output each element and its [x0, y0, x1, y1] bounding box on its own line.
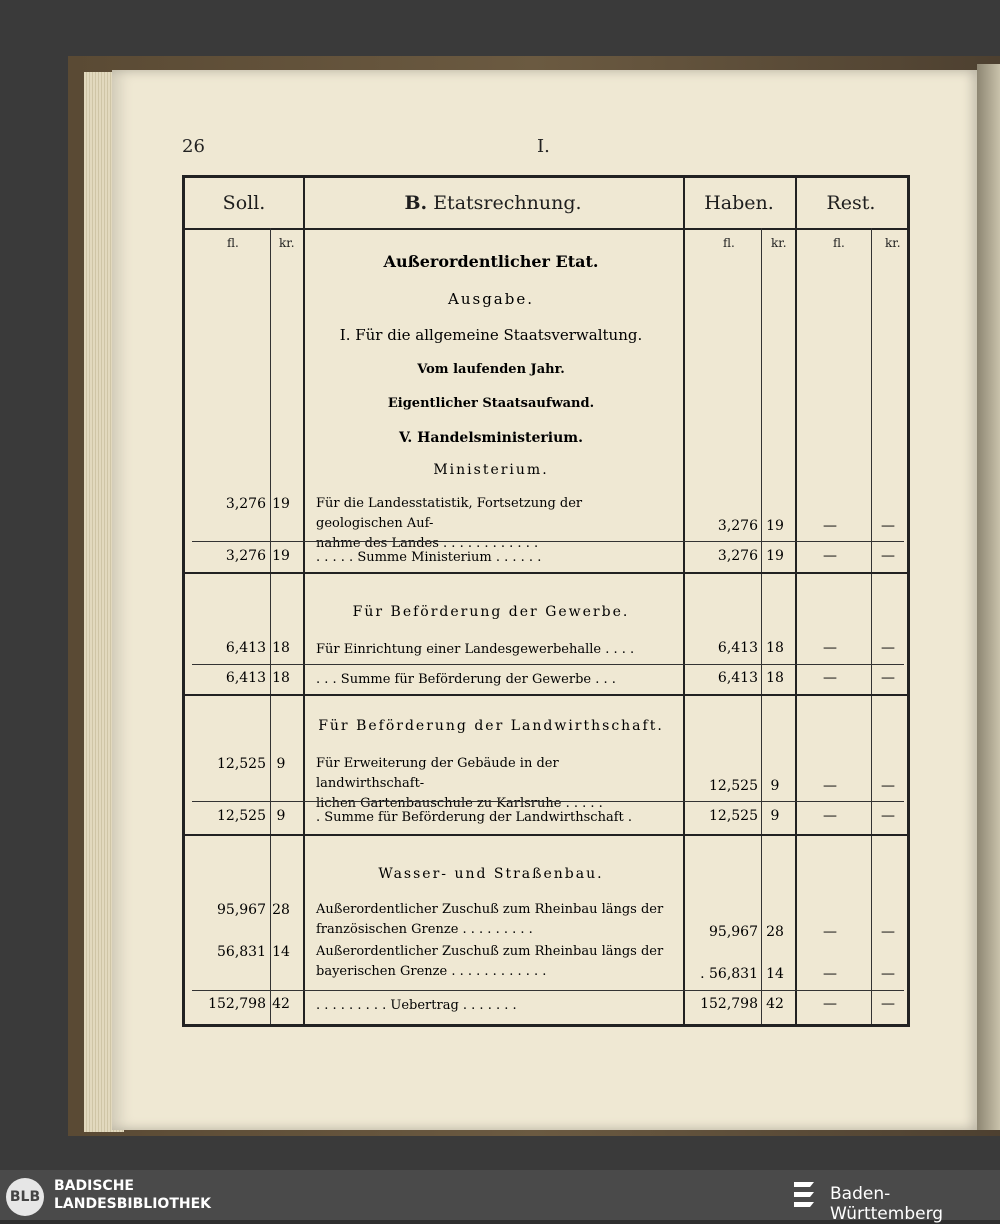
entry-text: . . . Summe für Beförderung der Gewerbe . . . — [316, 672, 616, 687]
rest-fl: — — [823, 670, 837, 686]
entry-line: Außerordentlicher Zuschuß zum Rheinbau längs der — [316, 944, 664, 959]
rest-fl: — — [823, 924, 837, 940]
haben-kr: 9 — [770, 808, 780, 824]
page-heading: I. — [537, 136, 550, 157]
rest-kr: — — [881, 778, 895, 794]
unit-kr: kr. — [771, 236, 787, 250]
entry-line: nahme des Landes . . . . . . . . . . . . — [316, 536, 539, 551]
rest-fl: — — [823, 778, 837, 794]
soll-kr: 18 — [272, 640, 290, 656]
haben-kr: 19 — [766, 518, 784, 534]
row-rule — [192, 541, 904, 542]
header-title — [303, 178, 683, 228]
haben-kr: 9 — [770, 778, 780, 794]
section-title-landwirthschaft: Für Beförderung der Landwirthschaft. — [318, 718, 664, 734]
haben-fl: 95,967 — [709, 924, 758, 940]
soll-fl: 56,831 — [217, 944, 266, 960]
soll-fl: 12,525 — [217, 808, 266, 824]
heading-ministerium: Ministerium. — [433, 462, 549, 478]
soll-kr: 18 — [272, 670, 290, 686]
soll-kr: 19 — [272, 548, 290, 564]
blb-name-line2: LANDESBIBLIOTHEK — [54, 1196, 212, 1212]
soll-fl: 6,413 — [225, 640, 266, 656]
soll-kr: 9 — [276, 808, 286, 824]
col-divider-kr — [761, 228, 762, 1024]
entry-line: bayerischen Grenze . . . . . . . . . . . . — [316, 964, 547, 979]
next-page-edge — [977, 64, 1000, 1130]
soll-kr: 9 — [276, 756, 286, 772]
entry-text: . . . . . . . . . Uebertrag . . . . . . . — [316, 998, 517, 1013]
entry-line: Für die Landesstatistik, Fortsetzung der geologischen Auf- — [316, 496, 583, 531]
haben-kr: 28 — [766, 924, 784, 940]
entry-text — [316, 754, 666, 814]
soll-fl: 6,413 — [225, 670, 266, 686]
soll-fl: 152,798 — [208, 996, 266, 1012]
haben-fl: 12,525 — [709, 778, 758, 794]
blb-name-line1: BADISCHE — [54, 1178, 134, 1194]
entry-text: Für Einrichtung einer Landesgewerbehalle . . . . — [316, 642, 635, 657]
haben-kr: 14 — [766, 966, 784, 982]
entry-text: . . . . . Summe Ministerium . . . . . . — [316, 550, 542, 565]
haben-fl: 6,413 — [717, 640, 758, 656]
page-number: 26 — [182, 136, 205, 157]
header-title-text: Etatsrechnung. — [433, 192, 582, 214]
heading-staatsaufwand: Eigentlicher Staatsaufwand. — [387, 396, 595, 411]
soll-kr: 19 — [272, 496, 290, 512]
heading-laufendes-jahr: Vom laufenden Jahr. — [417, 362, 565, 377]
row-rule — [192, 664, 904, 665]
haben-fl: 152,798 — [700, 996, 758, 1012]
rest-kr: — — [881, 808, 895, 824]
entry-line: lichen Gartenbauschule zu Karlsruhe . . . . . — [316, 796, 603, 811]
blb-logo[interactable]: BLB — [6, 1178, 44, 1216]
row-rule — [192, 801, 904, 802]
soll-fl: 95,967 — [217, 902, 266, 918]
entry-line: Außerordentlicher Zuschuß zum Rheinbau längs der — [316, 902, 664, 917]
section-title-gewerbe: Für Beförderung der Gewerbe. — [352, 604, 630, 620]
section-rule — [185, 694, 907, 696]
soll-fl: 3,276 — [225, 496, 266, 512]
rest-kr: — — [881, 670, 895, 686]
rest-fl: — — [823, 808, 837, 824]
rest-kr: — — [881, 996, 895, 1012]
haben-fl: 3,276 — [717, 548, 758, 564]
soll-kr: 14 — [272, 944, 290, 960]
rest-kr: — — [881, 640, 895, 656]
heading-ausgabe: Ausgabe. — [448, 290, 534, 308]
header-haben: Haben. — [704, 192, 774, 214]
unit-fl: fl. — [833, 236, 845, 250]
haben-fl: 6,413 — [717, 670, 758, 686]
heading-handelsministerium: V. Handelsministerium. — [399, 430, 583, 446]
rest-kr: — — [881, 924, 895, 940]
haben-fl: 12,525 — [709, 808, 758, 824]
entry-text — [316, 942, 666, 982]
blb-name[interactable] — [54, 1177, 211, 1213]
unit-kr: kr. — [885, 236, 901, 250]
footer-bar — [0, 1170, 1000, 1224]
lions-icon — [790, 1178, 820, 1212]
haben-fl: 3,276 — [717, 518, 758, 534]
entry-text — [316, 494, 666, 554]
entry-text — [316, 900, 666, 940]
entry-text: . Summe für Beförderung der Landwirthschaft . — [316, 810, 632, 825]
header-soll: Soll. — [222, 192, 266, 214]
row-rule — [192, 990, 904, 991]
haben-kr: 42 — [766, 996, 784, 1012]
rest-fl: — — [823, 548, 837, 564]
entry-line: Für Erweiterung der Gebäude in der landwirthschaft- — [316, 756, 559, 791]
section-rule — [185, 572, 907, 574]
heading-etat: Außerordentlicher Etat. — [383, 252, 599, 271]
rest-fl: — — [823, 640, 837, 656]
soll-kr: 28 — [272, 902, 290, 918]
bw-brand[interactable]: Baden-Württemberg — [830, 1184, 944, 1224]
unit-kr: kr. — [279, 236, 295, 250]
rest-fl: — — [823, 966, 837, 982]
soll-fl: 3,276 — [225, 548, 266, 564]
rest-kr: — — [881, 966, 895, 982]
haben-kr: 19 — [766, 548, 784, 564]
haben-kr: 18 — [766, 670, 784, 686]
section-rule — [185, 834, 907, 836]
rest-fl: — — [823, 518, 837, 534]
soll-kr: 42 — [272, 996, 290, 1012]
soll-fl: 12,525 — [217, 756, 266, 772]
unit-fl: fl. — [227, 236, 239, 250]
section-title-wasserbau: Wasser- und Straßenbau. — [378, 866, 604, 882]
unit-fl: fl. — [723, 236, 735, 250]
col-divider — [795, 178, 797, 1024]
rest-kr: — — [881, 548, 895, 564]
header-title-prefix: B. — [404, 192, 428, 214]
table-header — [185, 178, 907, 230]
haben-fl: . 56,831 — [700, 966, 758, 982]
col-divider — [683, 178, 685, 1024]
entry-line: französischen Grenze . . . . . . . . . — [316, 922, 533, 937]
col-divider-kr — [871, 228, 872, 1024]
heading-staatsverwaltung: I. Für die allgemeine Staatsverwaltung. — [339, 326, 643, 344]
rest-fl: — — [823, 996, 837, 1012]
rest-kr: — — [881, 518, 895, 534]
haben-kr: 18 — [766, 640, 784, 656]
header-rest: Rest. — [826, 192, 876, 214]
